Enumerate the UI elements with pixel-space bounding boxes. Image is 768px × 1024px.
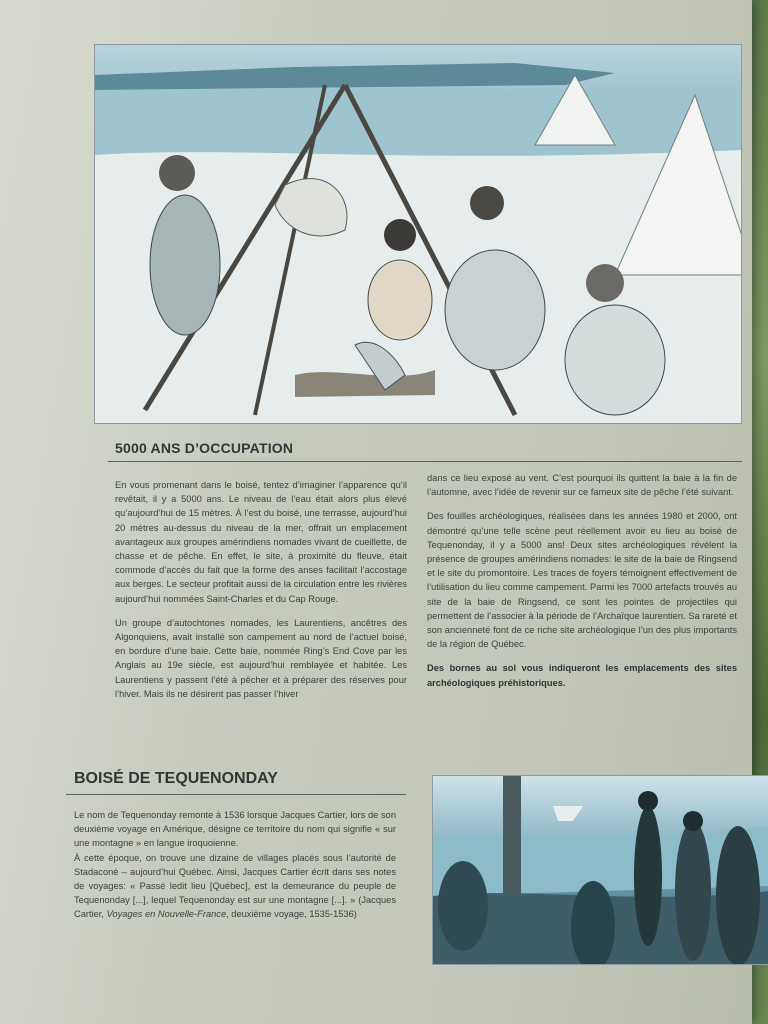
paragraph: En vous promenant dans le boisé, tentez d’imaginer l’apparence qu’il revêtait, il y a 5000 ans. Le niveau de l’eau était alors plus élevé qu’aujourd’hui de 15 mètres. À l’est du boisé, une terrasse, aujourd’hui 20 mètres au-dessus du niveau de la mer, offrait un emplacement avantageux aux groupes amérindiens nomades vivant de cueillette, de chasse et de pêche. En effet, le site, à proximité du fleuve, était commode d’accès du fait que la forme des anses facilitait l’accostage aux berges. Le secteur profitait aussi de la circulation entre les rivières aujourd’hui nommées Saint-Charles et du Cap Rouge. bbox=[115, 480, 407, 604]
text-column-tequenonday bbox=[74, 808, 396, 932]
paragraph: Le nom de Tequenonday remonte à 1536 lorsque Jacques Cartier, lors de son deuxième voyage en Amérique, désigne ce territoire du nom qui signifie « sur une montagne » en langue iroquoienne. bbox=[74, 810, 396, 849]
paragraph: dans ce lieu exposé au vent. C’est pourquoi ils quittent la baie à la fin de l’automne, avec l’idée de revenir sur ce fameux site de pêche l’été suivant. bbox=[427, 473, 737, 498]
text-column-left bbox=[115, 478, 407, 711]
archaeology-note: Des bornes au sol vous indiqueront les emplacements des sites archéologiques préhistoriques. bbox=[427, 663, 737, 688]
paragraph bbox=[74, 851, 396, 922]
section-divider bbox=[108, 461, 742, 462]
paragraph: Des fouilles archéologiques, réalisées dans les années 1980 et 2000, ont démontré qu’une telle scène peut réellement avoir eu lieu au boisé de Tequenonday, il y a 5000 ans! Deux sites archéologiques révèlent la présence de groupes amérindiens nomades: le site de la baie de Ringsend et le site du promontoire. Les traces de foyers témoignent effectivement de l’utilisation du lieu comme campement. Parmi les 7000 artefacts trouvés au site de la baie de Ringsend, ce sont les pointes de projectiles qui permettent de l’associer à la période de l’Archaïque laurentien. Sa rareté et son ancienneté font de ce riche site archéologique l’un des plus importants de la région de Québec. bbox=[427, 511, 737, 650]
section-title-occupation: 5000 ANS D’OCCUPATION bbox=[115, 440, 294, 456]
paragraph-body: À cette époque, on trouve une dizaine de villages placés sous l’autorité de Stadaconé – aujourd’hui Québec. Ainsi, Jacques Cartier écrit dans ses notes de voyages: « Passé ledit lieu [Québec], est la demeurance du peuple de Tequenonday [...], lequel Tequenonday est sur une montagne [...]. » (Jacques Cartier, bbox=[74, 852, 396, 920]
section-title-tequenonday: BOISÉ DE TEQUENONDAY bbox=[74, 770, 278, 787]
text-column-right bbox=[427, 471, 737, 700]
camp-illustration bbox=[94, 44, 742, 424]
cartier-illustration bbox=[432, 775, 768, 965]
section-divider bbox=[66, 794, 406, 795]
citation-detail: , deuxième voyage, 1535-1536) bbox=[226, 909, 357, 920]
paragraph: Un groupe d’autochtones nomades, les Laurentiens, ancêtres des Algonquiens, avait installé son campement au nord de l’actuel boisé, en bordure d’une baie. Cette baie, nommée Ring’s End Cove par les Anglais au 19e siècle, est aujourd’hui remblayée et habitée. Les Laurentiens y passent l’été à pêcher et à préparer des réserves pour l’hiver. Mais ils ne désirent pas passer l’hiver bbox=[115, 617, 407, 699]
citation-title: Voyages en Nouvelle-France bbox=[106, 909, 227, 920]
